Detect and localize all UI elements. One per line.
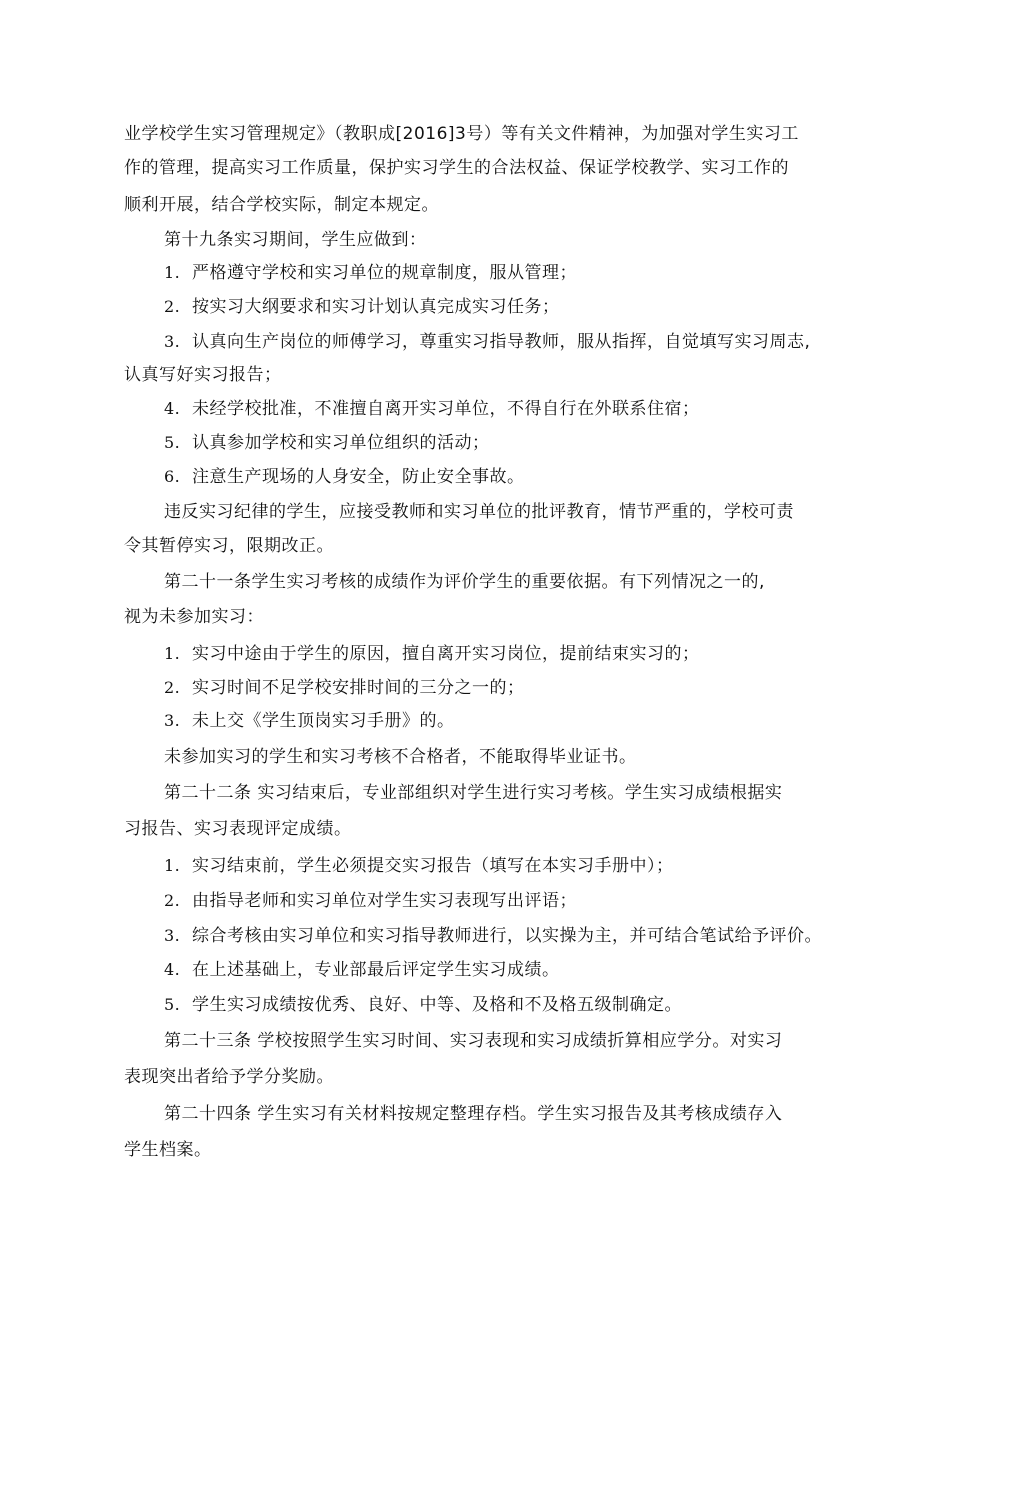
list-item bbox=[164, 263, 577, 283]
article-19-heading: 第十九条实习期间，学生应做到： bbox=[164, 230, 427, 250]
list-text: 未经学校批准，不准擅自离开实习单位，不得自行在外联系住宿； bbox=[192, 399, 700, 419]
intro-line-3: 顺利开展，结合学校实际，制定本规定。 bbox=[124, 195, 439, 215]
list-number: 1. bbox=[164, 263, 181, 282]
list-text: 认真向生产岗位的师傅学习，尊重实习指导教师，服从指挥，自觉填写实习周志, bbox=[192, 332, 811, 352]
article-22-line-2: 习报告、实习表现评定成绩。 bbox=[124, 819, 352, 839]
article-24-line-1: 第二十四条 学生实习有关材料按规定整理存档。学生实习报告及其考核成绩存入 bbox=[164, 1104, 783, 1124]
list-item bbox=[164, 995, 682, 1015]
article-22-line-1: 第二十二条 实习结束后，专业部组织对学生进行实习考核。学生实习成绩根据实 bbox=[164, 783, 783, 803]
article-23-line-1: 第二十三条 学校按照学生实习时间、实习表现和实习成绩折算相应学分。对实习 bbox=[164, 1031, 783, 1051]
list-number: 6. bbox=[164, 467, 181, 486]
list-text: 实习中途由于学生的原因，擅自离开实习岗位，提前结束实习的； bbox=[192, 644, 700, 664]
list-item bbox=[164, 297, 560, 317]
list-number: 5. bbox=[164, 995, 181, 1014]
list-item bbox=[164, 433, 490, 453]
list-item bbox=[164, 332, 810, 352]
article-21-note: 未参加实习的学生和实习考核不合格者，不能取得毕业证书。 bbox=[164, 747, 637, 767]
list-text: 认真参加学校和实习单位组织的活动； bbox=[192, 433, 490, 453]
list-number: 3. bbox=[164, 332, 181, 351]
list-item bbox=[164, 711, 455, 731]
list-text: 按实习大纲要求和实习计划认真完成实习任务； bbox=[192, 297, 560, 317]
list-number: 5. bbox=[164, 433, 181, 452]
article-24-line-2: 学生档案。 bbox=[124, 1140, 212, 1160]
list-number: 2. bbox=[164, 297, 181, 316]
violation-line-2: 令其暂停实习，限期改正。 bbox=[124, 536, 334, 556]
list-text: 学生实习成绩按优秀、良好、中等、及格和不及格五级制确定。 bbox=[192, 995, 682, 1015]
list-text: 实习结束前，学生必须提交实习报告（填写在本实习手册中）； bbox=[192, 856, 674, 876]
list-item bbox=[164, 926, 822, 946]
list-text: 严格遵守学校和实习单位的规章制度，服从管理； bbox=[192, 263, 577, 283]
list-number: 1. bbox=[164, 644, 181, 663]
list-item bbox=[164, 891, 577, 911]
list-number: 2. bbox=[164, 678, 181, 697]
list-number: 2. bbox=[164, 891, 181, 910]
list-text: 在上述基础上，专业部最后评定学生实习成绩。 bbox=[192, 960, 560, 980]
article-21-line-2: 视为未参加实习： bbox=[124, 607, 264, 627]
list-text: 未上交《学生顶岗实习手册》的。 bbox=[192, 711, 455, 731]
list-text: 实习时间不足学校安排时间的三分之一的； bbox=[192, 678, 525, 698]
article-21-line-1: 第二十一条学生实习考核的成绩作为评价学生的重要依据。有下列情况之一的, bbox=[164, 572, 765, 592]
list-text: 由指导老师和实习单位对学生实习表现写出评语； bbox=[192, 891, 577, 911]
list-item bbox=[164, 856, 674, 876]
intro-line-2: 作的管理，提高实习工作质量，保护实习学生的合法权益、保证学校教学、实习工作的 bbox=[124, 158, 789, 178]
list-number: 3. bbox=[164, 926, 181, 945]
list-number: 4. bbox=[164, 399, 181, 418]
intro-line-1: 业学校学生实习管理规定》（教职成[2016]3号）等有关文件精神，为加强对学生实习工 bbox=[124, 124, 799, 144]
list-item bbox=[164, 678, 525, 698]
list-text: 注意生产现场的人身安全，防止安全事故。 bbox=[192, 467, 525, 487]
list-item bbox=[164, 467, 525, 487]
violation-line-1: 违反实习纪律的学生，应接受教师和实习单位的批评教育，情节严重的，学校可责 bbox=[164, 502, 794, 522]
list-text: 综合考核由实习单位和实习指导教师进行，以实操为主，并可结合笔试给予评价。 bbox=[192, 926, 822, 946]
list-item bbox=[164, 960, 560, 980]
list-number: 1. bbox=[164, 856, 181, 875]
list-item bbox=[164, 644, 700, 664]
list-number: 3. bbox=[164, 711, 181, 730]
list-item-continuation: 认真写好实习报告； bbox=[124, 365, 282, 385]
article-23-line-2: 表现突出者给予学分奖励。 bbox=[124, 1067, 334, 1087]
list-number: 4. bbox=[164, 960, 181, 979]
list-item bbox=[164, 399, 700, 419]
